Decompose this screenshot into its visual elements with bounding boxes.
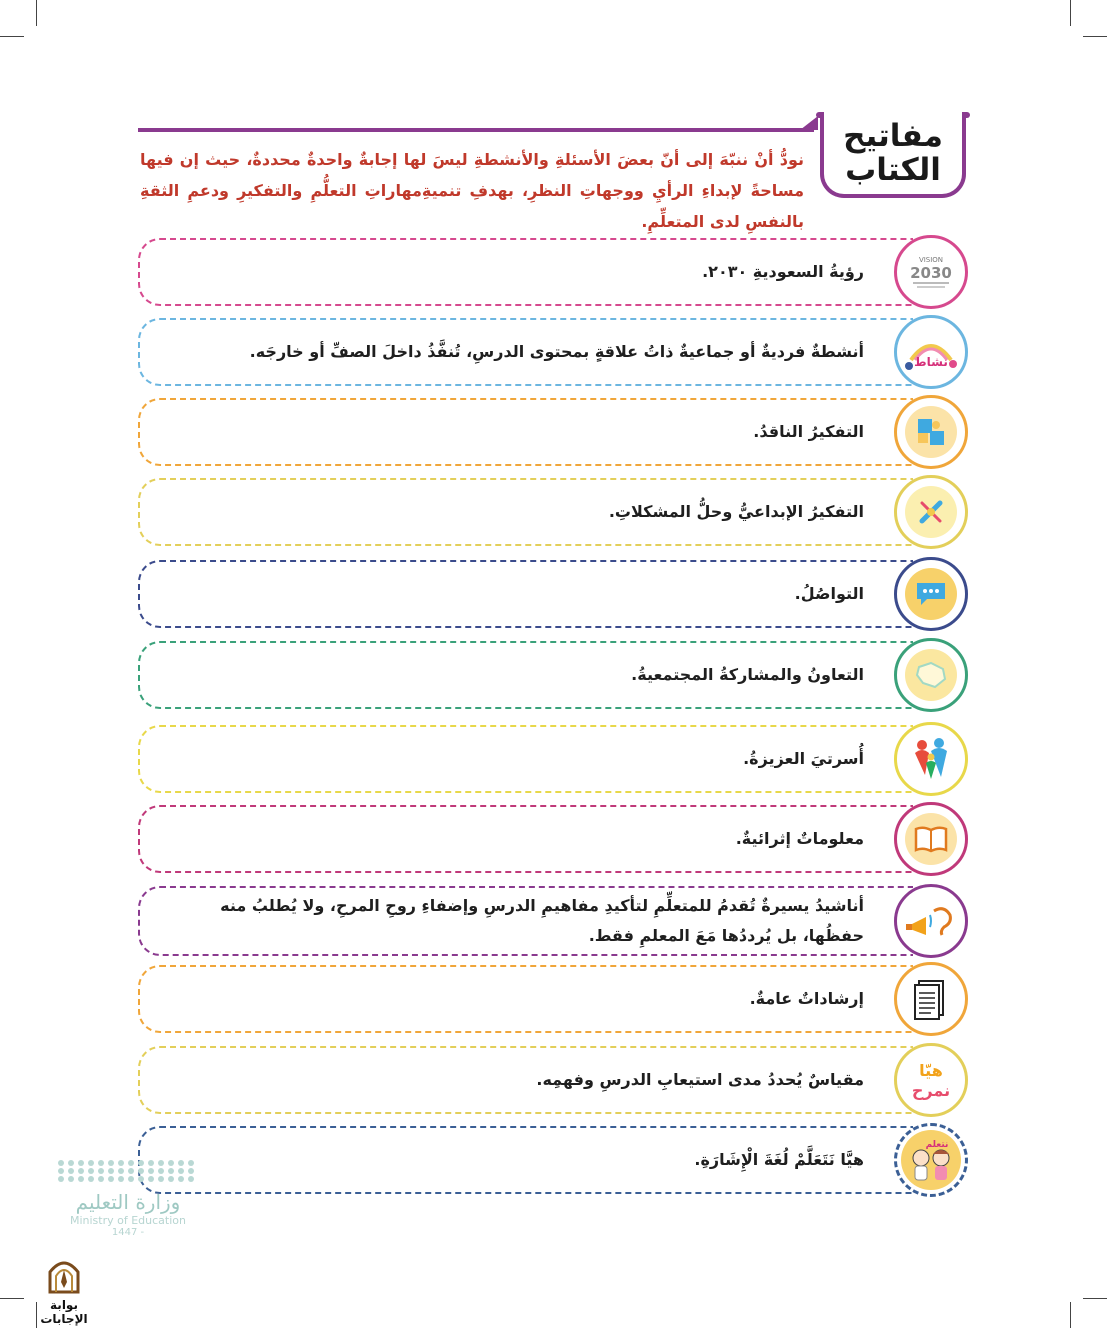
- activity-icon: [894, 315, 968, 389]
- vision-label: VISION: [918, 256, 944, 264]
- key-row-text: أنشطةٌ فرديةٌ أو جماعيةٌ ذاتُ علاقةٍ بمحتوى الدرسِ، تُنفَّذُ داخلَ الصفِّ أو خارجَه.: [249, 342, 864, 361]
- key-row: [138, 1126, 968, 1194]
- key-row-text: إرشاداتٌ عامةٌ.: [749, 989, 864, 1008]
- key-row-text: التفكيرُ الإبداعيُّ وحلُّ المشكلاتِ.: [608, 502, 864, 521]
- ministry-dots: [58, 1160, 198, 1182]
- ministry-logo: [58, 1160, 198, 1238]
- chat-icon: [894, 557, 968, 631]
- key-row-text: التعاونُ والمشاركةُ المجتمعيةُ.: [631, 665, 864, 684]
- title-rule-tip: [800, 116, 818, 130]
- portal-label: بوابة الإجابات: [40, 1298, 88, 1326]
- ministry-name-en: Ministry of Education: [69, 1214, 186, 1227]
- key-row-text: التواصُلُ.: [794, 584, 864, 603]
- book-icon: [894, 802, 968, 876]
- crop-mark: [36, 0, 37, 26]
- key-row: [138, 965, 968, 1033]
- key-row-text: أناشيدُ يسيرةٌ تُقدمُ للمتعلِّمِ لتأكيدِ مفاهيمِ الدرسِ وإضفاءِ روحِ المرحِ، ولا يُطلبُ منه حفظُها، بل يُرددُها مَعَ المعلمِ فقط.: [220, 896, 864, 945]
- key-row-text: رؤيةُ السعوديةِ ٢٠٣٠.: [702, 262, 864, 281]
- key-row: [138, 886, 968, 956]
- fun-label-top: هيّا: [919, 1061, 943, 1080]
- family-icon: [894, 722, 968, 796]
- sign-language-icon: [894, 1123, 968, 1197]
- key-row: [138, 478, 968, 546]
- crop-mark: [0, 36, 24, 37]
- puzzle-icon: [894, 395, 968, 469]
- portal-logo: [28, 1254, 100, 1326]
- ministry-year: 1447 -: [111, 1227, 145, 1238]
- crop-mark: [1083, 36, 1107, 37]
- notes-icon: [894, 962, 968, 1036]
- key-row: [138, 398, 968, 466]
- fun-label-bottom: نمرح: [911, 1081, 951, 1100]
- crop-mark: [1070, 1302, 1071, 1328]
- creative-icon: [894, 475, 968, 549]
- key-row-text: التفكيرُ الناقدُ.: [753, 422, 864, 441]
- activity-label: نشاط: [914, 355, 948, 369]
- crop-mark: [0, 1298, 24, 1299]
- key-row-text: مقياسٌ يُحددُ مدى استيعابِ الدرسِ وفهمِه.: [536, 1070, 864, 1089]
- key-row: [138, 1046, 968, 1114]
- key-row-text: أُسرتيَ العزيزةُ.: [743, 749, 864, 768]
- title-line-2: الكتاب: [845, 152, 941, 188]
- key-row: [138, 560, 968, 628]
- fun-icon: [894, 1043, 968, 1117]
- title-line-1: مفاتيح: [843, 118, 943, 154]
- crop-mark: [1070, 0, 1071, 26]
- key-row: [138, 238, 968, 306]
- key-row: [138, 318, 968, 386]
- vision-2030-icon: [894, 235, 968, 309]
- key-row: [138, 805, 968, 873]
- title-rule: [138, 128, 814, 132]
- map-icon: [894, 638, 968, 712]
- key-row-text: معلوماتٌ إثرائيةٌ.: [735, 829, 864, 848]
- key-row: [138, 641, 968, 709]
- page-title: [820, 112, 966, 198]
- key-row-text: هيَّا نَتَعَلَّمْ لُغَةَ الْإِشَارَةِ.: [694, 1150, 864, 1169]
- key-row: [138, 725, 968, 793]
- intro-paragraph: نودُّ أنْ ننبّهَ إلى أنّ بعضَ الأسئلةِ والأنشطةِ ليسَ لها إجابةٌ واحدةٌ محددةٌ، حيث إن فيها مساحةً لإبداءِ الرأيِ ووجهاتِ النظرِ، بهدفِ تنميةِمهاراتِ التعلُّمِ والتفكيرِ ودعمِ الثقةِ بالنفسِ لدى المتعلِّمِ.: [140, 150, 804, 231]
- ear-megaphone-icon: [894, 884, 968, 958]
- portal-emblem-icon: [44, 1254, 84, 1294]
- sign-label: نتعلم: [925, 1140, 949, 1150]
- ministry-name-ar: وزارة التعليم: [75, 1190, 181, 1214]
- vision-year: 2030: [910, 264, 952, 282]
- crop-mark: [1083, 1298, 1107, 1299]
